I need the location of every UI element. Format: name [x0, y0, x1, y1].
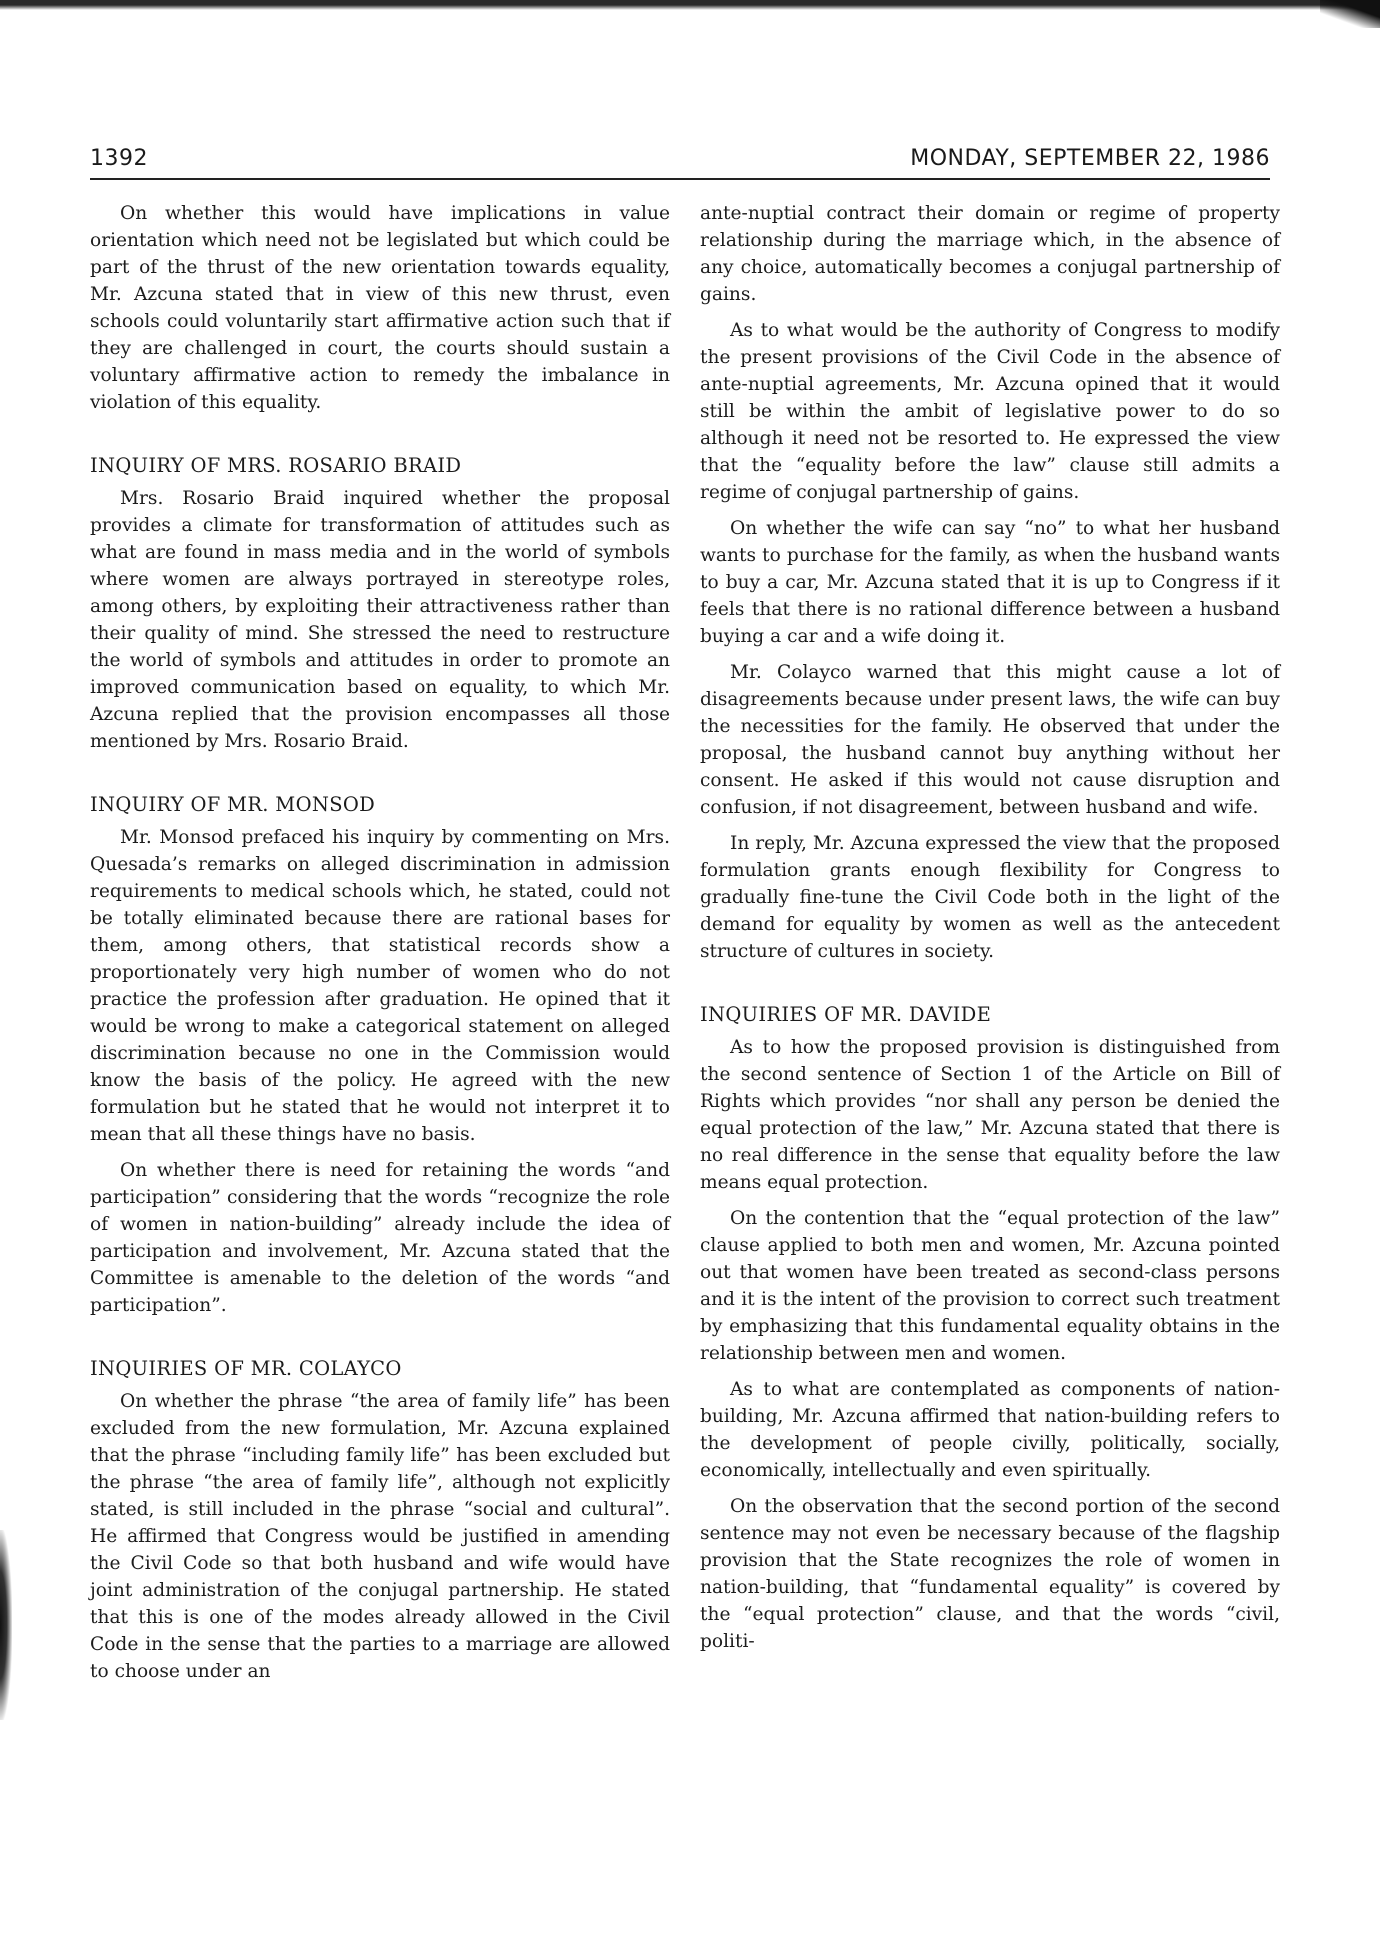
paragraph: On whether this would have implications in value orientation which need not be legislated but which could be part of the thrust of the new orientation towards equality, Mr. Azcuna stated that in view of this new thrust, even schools could voluntarily start affirmative action such that if they are challenged in court, the courts should sustain a voluntary affirmative action to remedy the imbalance in violation of this equality.: [90, 203, 670, 413]
paragraph: Mr. Monsod prefaced his inquiry by commenting on Mrs. Quesada’s remarks on alleged discrimination in admission requirements to medical schools which, he stated, could not be totally eliminated because there are rational bases for them, among others, that statistical records show a proportionately very high number of women who do not practice the profession after graduation. He opined that it would be wrong to make a categorical statement on alleged discrimination because no one in the Commission would know the basis of the policy. He agreed with the new formulation but he stated that he would not interpret it to mean that all these things have no basis.: [90, 827, 670, 1145]
scan-corner-shadow: [1320, 0, 1380, 28]
right-column: [700, 200, 1280, 1664]
paragraph: On whether the phrase “the area of family life” has been excluded from the new formulation, Mr. Azcuna explained that the phrase “including family life” has been excluded but the phrase “the area of family life”, although not explicitly stated, is still included in the phrase “social and cultural”. He affirmed that Congress would be justified in amending the Civil Code so that both husband and wife would have joint administration of the conjugal partnership. He stated that this is one of the modes already allowed in the Civil Code in the sense that the parties to a marriage are allowed to choose under an: [90, 1391, 670, 1682]
section-heading-colayco: INQUIRIES OF MR. COLAYCO: [90, 1357, 402, 1380]
paragraph-continued: ante-nuptial contract their domain or regime of property relationship during the marriage which, in the absence of any choice, automatically becomes a conjugal partnership of gains.: [700, 203, 1280, 305]
paragraph: On the observation that the second portion of the second sentence may not even be necessary because of the flagship provision that the State recognizes the role of women in nation-building, that “fundamental equality” is covered by the “equal protection” clause, and that the words “civil, politi-: [700, 1496, 1280, 1652]
running-head-date: MONDAY, SEPTEMBER 22, 1986: [910, 146, 1270, 171]
page-number: 1392: [90, 146, 148, 171]
scan-top-edge: [0, 0, 1380, 10]
section-heading-braid: INQUIRY OF MRS. ROSARIO BRAID: [90, 454, 462, 477]
scan-binding-shadow: [0, 1530, 12, 1720]
paragraph: Mr. Colayco warned that this might cause a lot of disagreements because under present laws, the wife can buy the necessities for the family. He observed that under the proposal, the husband cannot buy anything without her consent. He asked if this would not cause disruption and confusion, if not disagreement, between husband and wife.: [700, 662, 1280, 818]
left-column: [90, 200, 670, 1694]
paragraph: As to what would be the authority of Congress to modify the present provisions of the Civil Code in the absence of ante-nuptial agreements, Mr. Azcuna opined that it would still be within the ambit of legislative power to do so although it need not be resorted to. He expressed the view that the “equality before the law” clause still admits a regime of conjugal partnership of gains.: [700, 320, 1280, 503]
paragraph: As to how the proposed provision is distinguished from the second sentence of Section 1 of the Article on Bill of Rights which provides “nor shall any person be denied the equal protection of the law,” Mr. Azcuna stated that there is no real difference in the sense that equality before the law means equal protection.: [700, 1037, 1280, 1193]
section-heading-monsod: INQUIRY OF MR. MONSOD: [90, 793, 376, 816]
paragraph: In reply, Mr. Azcuna expressed the view that the proposed formulation grants enough flexibility for Congress to gradually fine-tune the Civil Code both in the light of the demand for equality by women as well as the antecedent structure of cultures in society.: [700, 833, 1280, 962]
page-header: [90, 140, 1270, 180]
header-rule: [90, 178, 1270, 180]
paragraph: On whether the wife can say “no” to what her husband wants to purchase for the family, as when the husband wants to buy a car, Mr. Azcuna stated that it is up to Congress if it feels that there is no rational difference between a husband buying a car and a wife doing it.: [700, 518, 1280, 647]
section-heading-davide: INQUIRIES OF MR. DAVIDE: [700, 1003, 992, 1026]
paragraph: As to what are contemplated as components of nation-building, Mr. Azcuna affirmed that nation-building refers to the development of people civilly, politically, socially, economically, intellectually and even spiritually.: [700, 1379, 1280, 1481]
paragraph: Mrs. Rosario Braid inquired whether the proposal provides a climate for transformation of attitudes such as what are found in mass media and in the world of symbols where women are always portrayed in stereotype roles, among others, by exploiting their attractiveness rather than their quality of mind. She stressed the need to restructure the world of symbols and attitudes in order to promote an improved communication based on equality, to which Mr. Azcuna replied that the provision encompasses all those mentioned by Mrs. Rosario Braid.: [90, 488, 670, 752]
paragraph: On the contention that the “equal protection of the law” clause applied to both men and women, Mr. Azcuna pointed out that women have been treated as second-class persons and it is the intent of the provision to correct such treatment by emphasizing that this fundamental equality obtains in the relationship between men and women.: [700, 1208, 1280, 1364]
paragraph: On whether there is need for retaining the words “and participation” considering that the words “recognize the role of women in nation-building” already include the idea of participation and involvement, Mr. Azcuna stated that the Committee is amenable to the deletion of the words “and participation”.: [90, 1160, 670, 1316]
